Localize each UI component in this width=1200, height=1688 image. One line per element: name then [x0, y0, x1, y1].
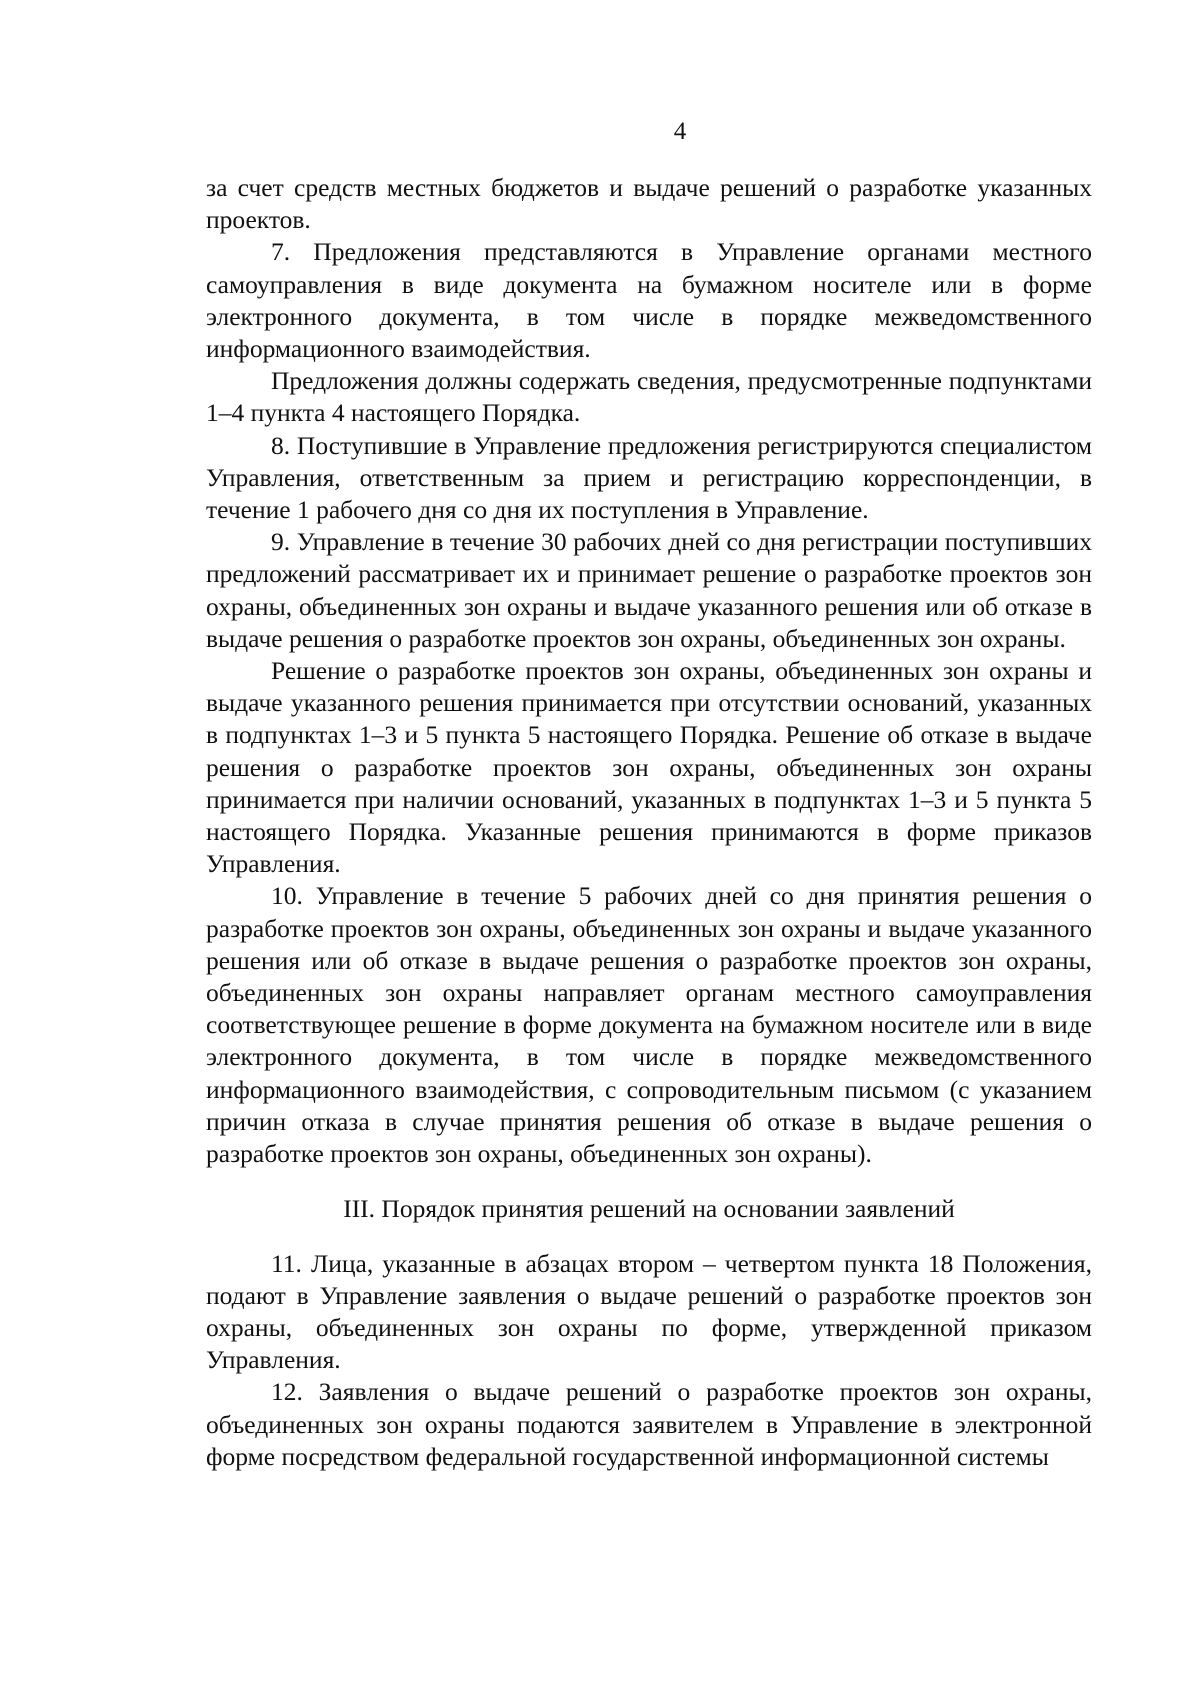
paragraph-continuation: за счет средств местных бюджетов и выдаче решений о разработке указанных проектов. [206, 173, 1092, 235]
paragraph-9-second: Решение о разработке проектов зон охраны, объединенных зон охраны и выдаче указанного решения принимается при отсутствии оснований, указанных в подпунктах 1–3 и 5 пункта 5 настоящего Порядка. Решение об отказе в выдаче решения о разработке проектов зон охраны, объединенных зон охраны принимается при наличии оснований, указанных в подпунктах 1–3 и 5 пункта 5 настоящего Порядка. Указанные решения принимаются в форме приказов Управления. [206, 656, 1092, 879]
paragraph-7-second: Предложения должны содержать сведения, предусмотренные подпунктами 1–4 пункта 4 настоящего Порядка. [206, 366, 1092, 428]
section-heading: III. Порядок принятия решений на основании заявлений [343, 1194, 955, 1224]
paragraph-7: 7. Предложения представляются в Управление органами местного самоуправления в виде документа на бумажном носителе или в форме электронного документа, в том числе в порядке межведомственного информационного взаимодействия. [206, 237, 1092, 364]
page-number: 4 [673, 118, 687, 145]
document-body [206, 172, 1092, 1473]
paragraph-11: 11. Лица, указанные в абзацах втором – четвертом пункта 18 Положения, подают в Управление заявления о выдаче решений о разработке проектов зон охраны, объединенных зон охраны по форме, утвержденной приказом Управления. [206, 1248, 1092, 1375]
paragraph-8: 8. Поступившие в Управление предложения регистрируются специалистом Управления, ответственным за прием и регистрацию корреспонденции, в течение 1 рабочего дня со дня их поступления в Управление. [206, 430, 1092, 525]
paragraph-12: 12. Заявления о выдаче решений о разработке проектов зон охраны, объединенных зон охраны подаются заявителем в Управление в электронной форме посредством федеральной государственной информационной системы [206, 1377, 1092, 1471]
paragraph-10: 10. Управление в течение 5 рабочих дней со дня принятия решения о разработке проектов зон охраны, объединенных зон охраны и выдаче указанного решения или об отказе в выдаче решения о разработке проектов зон охраны, объединенных зон охраны направляет органам местного самоуправления соответствующее решение в форме документа на бумажном носителе или в виде электронного документа, в том числе в порядке межведомственного информационного взаимодействия, с сопроводительным письмом (с указанием причин отказа в случае принятия решения об отказе в выдаче решения о разработке проектов зон охраны, объединенных зон охраны). [206, 881, 1092, 1169]
paragraph-9: 9. Управление в течение 30 рабочих дней со дня регистрации поступивших предложений рассматривает их и принимает решение о разработке проектов зон охраны, объединенных зон охраны и выдаче указанного решения или об отказе в выдаче решения о разработке проектов зон охраны, объединенных зон охраны. [206, 527, 1092, 653]
